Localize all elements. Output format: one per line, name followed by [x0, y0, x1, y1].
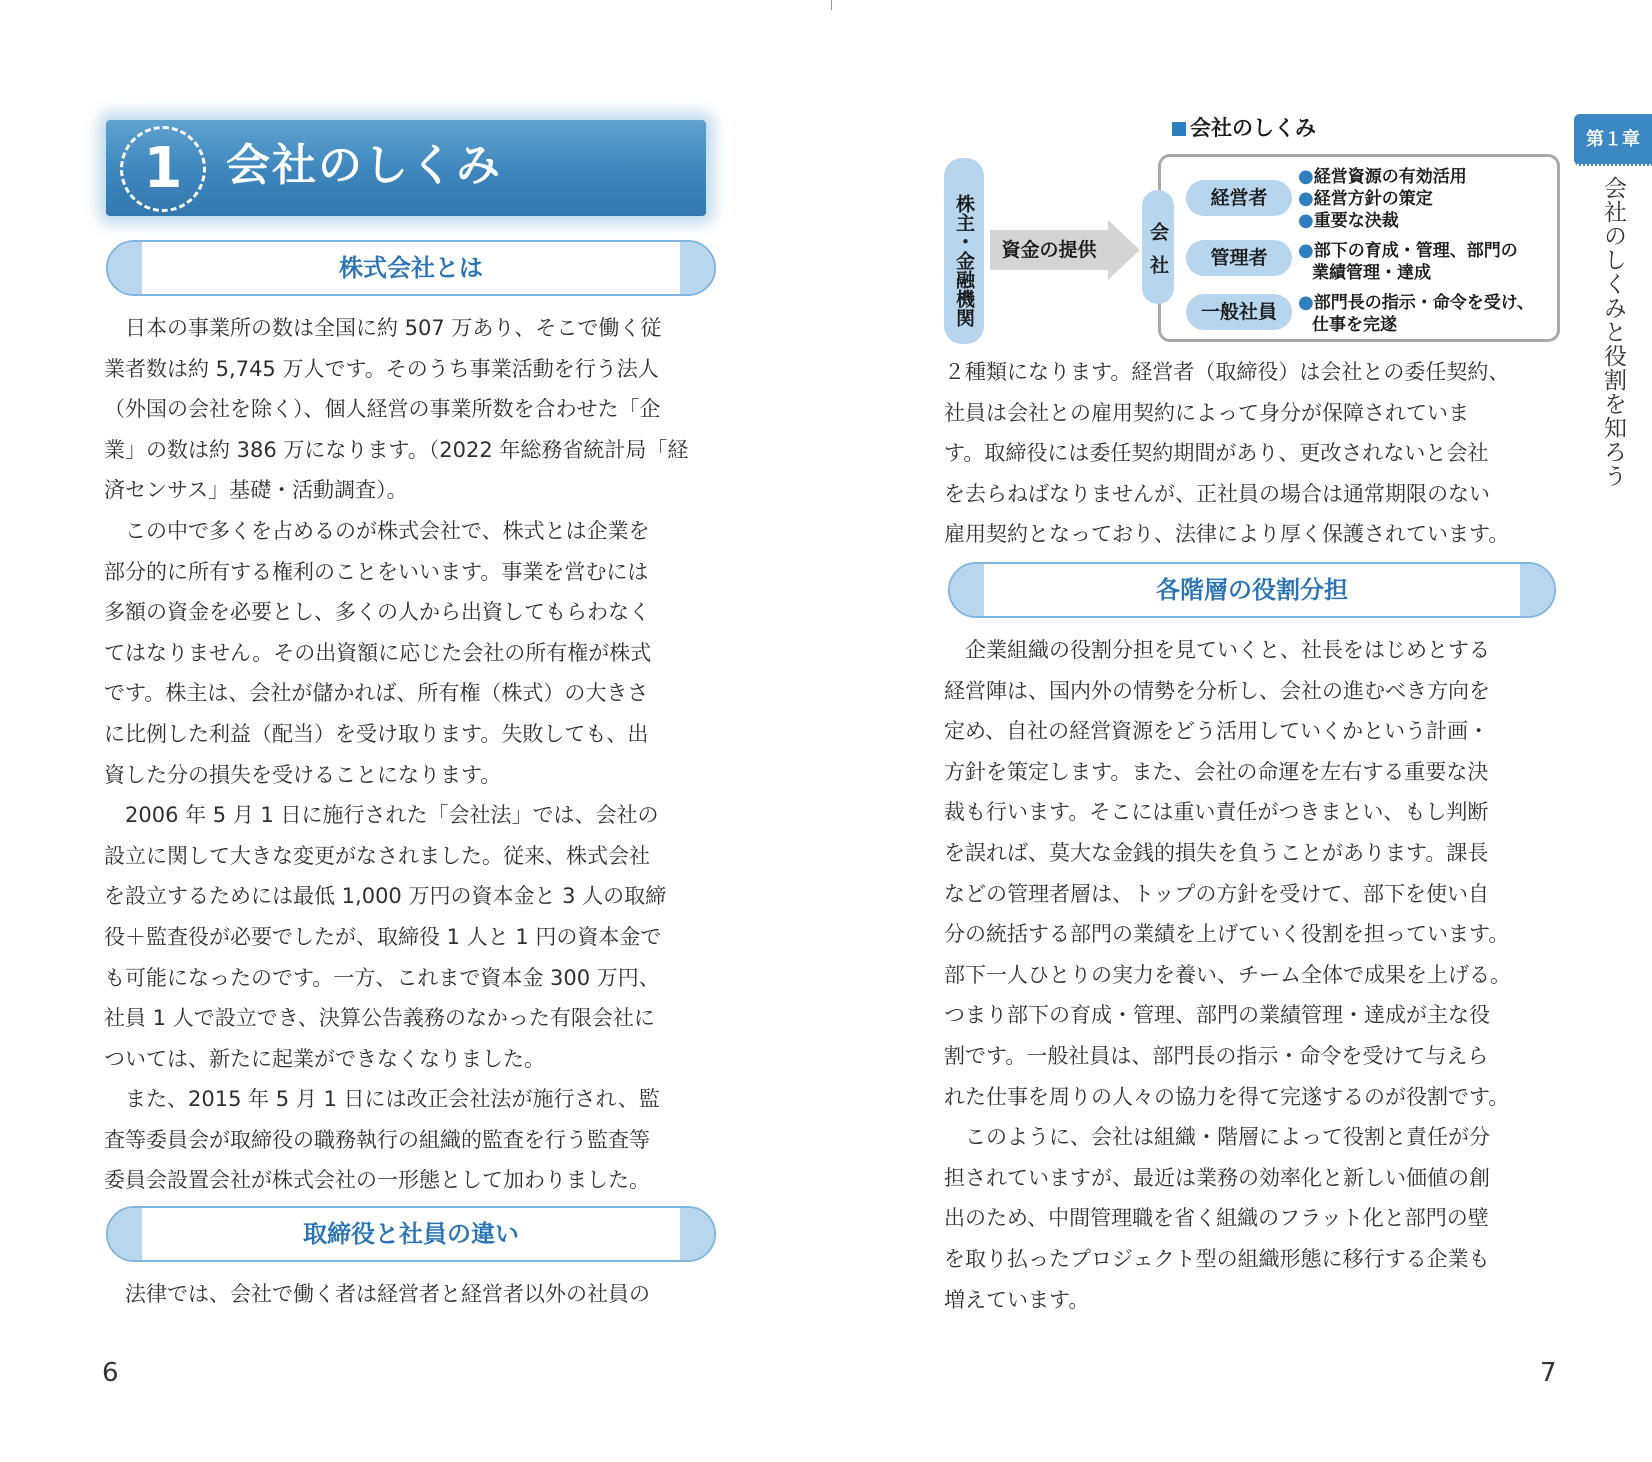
text-line: 社員は会社との雇用契約によって身分が保障されていま — [944, 400, 1469, 425]
text-line: 業者数は約 5,745 万人です。そのうち事業活動を行う法人 — [104, 356, 659, 381]
square-bullet-icon — [1172, 122, 1186, 136]
role-manager: 管理者 — [1186, 240, 1292, 276]
text-line: も可能になったのです。一方、これまで資本金 300 万円、 — [104, 965, 660, 990]
diagram-title — [1172, 112, 1316, 142]
text-line: 割です。一般社員は、部門長の指示・命令を受けて与えら — [944, 1043, 1489, 1068]
text-line: 2006 年 5 月 1 日に施行された「会社法」では、会社の — [104, 803, 659, 828]
text-line: 査等委員会が取締役の職務執行の組織的監査を行う監査等 — [104, 1127, 650, 1152]
text-line: 法律では、会社で働く者は経営者と経営者以外の社員の — [104, 1282, 650, 1306]
role-staff-desc — [1298, 292, 1534, 336]
section2-body — [104, 1274, 724, 1315]
page-number-right: 7 — [1540, 1358, 1557, 1388]
text-line: などの管理者層は、トップの方針を受けて、部下を使い自 — [944, 881, 1489, 906]
section-heading-yakuwari — [948, 562, 1556, 618]
spine-mark — [831, 0, 832, 10]
diagram-title-text: 会社のしくみ — [1190, 116, 1316, 140]
text-line: つまり部下の育成・管理、部門の業績管理・達成が主な役 — [944, 1003, 1490, 1028]
text-line: 雇用契約となっており、法律により厚く保護されています。 — [944, 522, 1510, 547]
role-executive-desc — [1298, 166, 1467, 232]
text-line: 裁も行います。そこには重い責任がつきまとい、もし判断 — [944, 800, 1489, 825]
text-line: 方針を策定します。また、会社の命運を左右する重要な決 — [944, 759, 1489, 784]
text-line: 設立に関して大きな変更がなされました。従来、株式会社 — [104, 843, 650, 868]
section-heading-kabushiki — [106, 240, 716, 296]
role-desc-line: 部門長の指示・命令を受け、 — [1313, 293, 1535, 313]
chapter-title: 会社のしくみ — [226, 140, 502, 191]
text-line: に比例した利益（配当）を受け取ります。失敗しても、出 — [104, 721, 649, 746]
section1-body — [104, 308, 724, 1201]
role-desc-line: 経営方針の策定 — [1313, 189, 1433, 209]
role-executive: 経営者 — [1186, 180, 1292, 216]
role-desc-line: 重要な決裁 — [1313, 211, 1399, 231]
text-line: す。取締役には委任契約期間があり、更改されないと会社 — [944, 441, 1489, 466]
text-line: 日本の事業所の数は全国に約 507 万あり、そこで働く従 — [104, 316, 662, 340]
text-line: この中で多くを占めるのが株式会社で、株式とは企業を — [104, 518, 650, 543]
role-desc-line: 経営資源の有効活用 — [1313, 167, 1467, 187]
role-staff: 一般社員 — [1186, 294, 1292, 330]
text-line: ついては、新たに起業ができなくなりました。 — [104, 1046, 545, 1071]
text-line: です。株主は、会社が儲かれば、所有権（株式）の大きさ — [104, 681, 649, 706]
chapter-side-title: 会社のしくみと役割を知ろう — [1600, 176, 1626, 488]
text-line: 経営陣は、国内外の情勢を分析し、会社の進むべき方向を — [944, 678, 1490, 703]
company-box: 会社 — [1142, 190, 1174, 304]
text-line: を去らねばなりませんが、正社員の場合は通常期限のない — [944, 481, 1490, 506]
section-heading-text: 株式会社とは — [339, 254, 483, 282]
text-line: 定め、自社の経営資源をどう活用していくかという計画・ — [944, 719, 1490, 744]
text-line: 企業組織の役割分担を見ていくと、社長をはじめとする — [944, 638, 1490, 662]
text-line: 済センサス」基礎・活動調査）。 — [104, 478, 408, 503]
chapter-banner — [106, 120, 706, 216]
text-line: を取り払ったプロジェクト型の組織形態に移行する企業も — [944, 1246, 1490, 1271]
text-line: 資した分の損失を受けることになります。 — [104, 762, 502, 787]
shareholders-box: 株主・金融機関 — [944, 158, 984, 344]
section3-body — [944, 630, 1564, 1320]
text-line: 業」の数は約 386 万になります。（2022 年総務省統計局「経 — [104, 437, 689, 462]
text-line: 多額の資金を必要とし、多くの人から出資してもらわなく — [104, 600, 650, 625]
text-line: 部分的に所有する権利のことをいいます。事業を営むには — [104, 559, 649, 584]
text-line: 部下一人ひとりの実力を養い、チーム全体で成果を上げる。 — [944, 962, 1511, 987]
text-line: を誤れば、莫大な金銭的損失を負うことがあります。課長 — [944, 840, 1489, 865]
chapter-tab: 第１章 — [1574, 114, 1652, 166]
role-manager-desc — [1298, 240, 1518, 284]
text-line: また、2015 年 5 月 1 日には改正会社法が施行され、監 — [104, 1087, 660, 1112]
text-line: 社員 1 人で設立でき、決算公告義務のなかった有限会社に — [104, 1006, 655, 1031]
text-line: 増えています。 — [944, 1287, 1090, 1312]
text-line: 役＋監査役が必要でしたが、取締役 1 人と 1 円の資本金で — [104, 924, 662, 949]
bullet-icon: ● — [1298, 292, 1314, 313]
text-line: れた仕事を周りの人々の協力を得て完遂するのが役割です。 — [944, 1084, 1510, 1109]
text-line: ２種類になります。経営者（取締役）は会社との委任契約、 — [944, 360, 1510, 384]
text-line: 担されていますが、最近は業務の効率化と新しい価値の創 — [944, 1165, 1490, 1190]
text-line: を設立するためには最低 1,000 万円の資本金と 3 人の取締 — [104, 884, 667, 909]
text-line: 出のため、中間管理職を省く組織のフラット化と部門の壁 — [944, 1206, 1489, 1231]
page-number-left: 6 — [102, 1358, 119, 1388]
text-line: このように、会社は組織・階層によって役割と責任が分 — [944, 1125, 1490, 1150]
bullet-icon: ● — [1298, 188, 1314, 209]
section-heading-text: 取締役と社員の違い — [303, 1220, 519, 1248]
role-desc-line: 仕事を完遂 — [1312, 315, 1397, 335]
chapter-number-badge: 1 — [120, 126, 206, 212]
section-heading-text: 各階層の役割分担 — [1156, 576, 1348, 604]
bullet-icon: ● — [1298, 210, 1314, 231]
text-line: 分の統括する部門の業績を上げていく役割を担っています。 — [944, 922, 1510, 947]
text-line: （外国の会社を除く）、個人経営の事業所数を合わせた「企 — [104, 397, 661, 422]
section-heading-torishimariyaku — [106, 1206, 716, 1262]
bullet-icon: ● — [1298, 166, 1314, 187]
role-desc-line: 業績管理・達成 — [1312, 263, 1431, 283]
role-desc-line: 部下の育成・管理、部門の — [1313, 241, 1518, 261]
funding-arrow: 資金の提供 — [990, 230, 1108, 270]
section2-body-continued — [944, 352, 1564, 555]
bullet-icon: ● — [1298, 240, 1314, 261]
text-line: てはなりません。その出資額に応じた会社の所有権が株式 — [104, 640, 652, 665]
text-line: 委員会設置会社が株式会社の一形態として加わりました。 — [104, 1168, 650, 1193]
arrow-head-icon — [1108, 220, 1140, 280]
